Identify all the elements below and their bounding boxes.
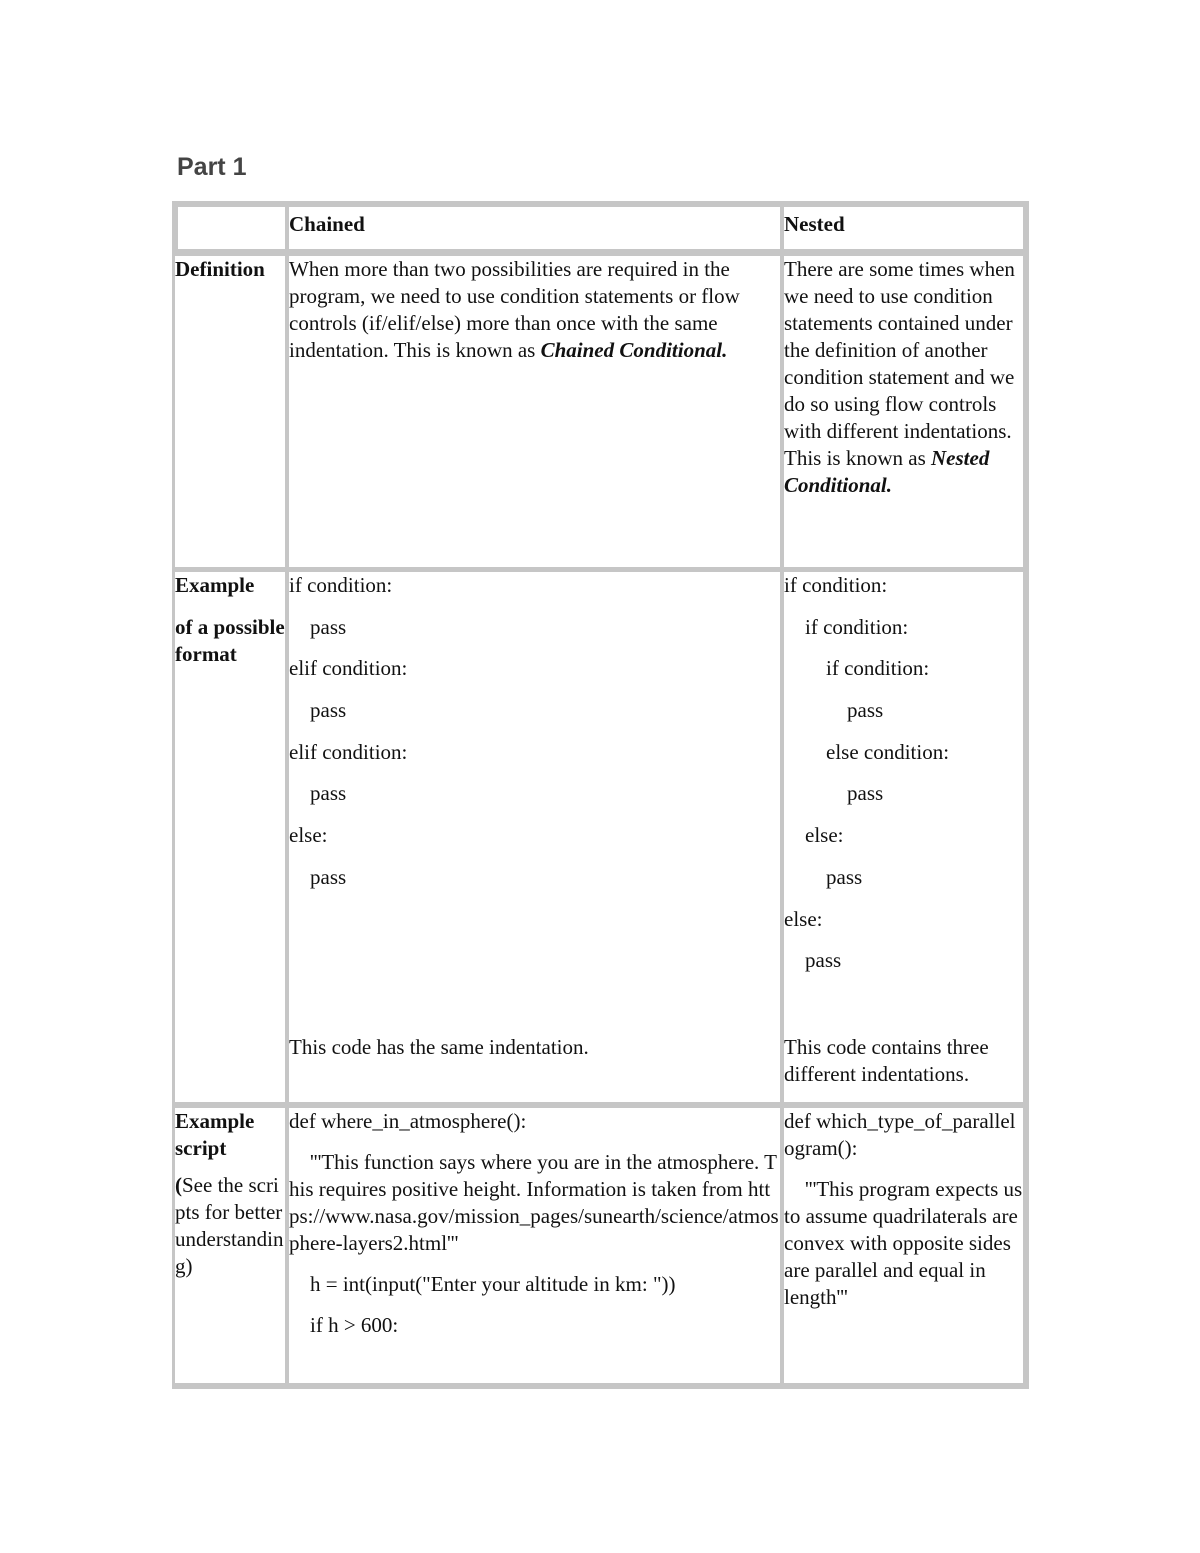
chained-format-line: elif condition: bbox=[289, 739, 408, 764]
example-script-nested bbox=[784, 1108, 1028, 1383]
example-script-label-title: Example script bbox=[175, 1109, 255, 1160]
chained-format-line: pass bbox=[289, 781, 347, 806]
example-format-label-line2: of a possible format bbox=[175, 615, 285, 666]
chained-script-line: if h > 600: bbox=[289, 1313, 399, 1337]
definition-label: Definition bbox=[175, 256, 285, 567]
chained-format-note: This code has the same indentation. bbox=[289, 1035, 589, 1059]
chained-script-line: h = int(input("Enter your altitude in km: ")) bbox=[289, 1272, 676, 1296]
example-script-chained bbox=[289, 1108, 780, 1383]
chained-script-def: def where_in_atmosphere(): bbox=[289, 1109, 527, 1133]
nested-format-line: if condition: bbox=[784, 656, 930, 681]
nested-script-docstring: '''This program expects us to assume quadrilaterals are convex with opposite sides are parallel and equal in length''' bbox=[784, 1177, 1028, 1309]
page-title: Part 1 bbox=[177, 153, 247, 181]
chained-format-line: if condition: bbox=[289, 573, 393, 597]
header-nested: Nested bbox=[784, 207, 1023, 249]
chained-format-line: elif condition: bbox=[289, 656, 408, 681]
header-chained: Chained bbox=[289, 207, 780, 249]
nested-format-line: if condition: bbox=[784, 573, 888, 597]
example-format-chained bbox=[289, 572, 780, 1102]
definition-nested-emphasis: Nested Conditional. bbox=[784, 446, 990, 497]
nested-format-line: else: bbox=[784, 906, 823, 931]
example-format-nested bbox=[784, 572, 1023, 1102]
nested-script-def: def which_type_of_parallelogram(): bbox=[784, 1109, 1016, 1160]
nested-format-line: else condition: bbox=[784, 739, 950, 764]
example-script-label-paren: ( bbox=[175, 1173, 182, 1197]
definition-chained-text: When more than two possibilities are required in the program, we need to use condition statements or flow controls (if/elif/else) more than once with the same indentation. This is known as bbox=[289, 257, 740, 362]
nested-format-note: This code contains three different indentations. bbox=[784, 1035, 989, 1086]
definition-nested bbox=[784, 256, 1023, 567]
nested-format-line: if condition: bbox=[784, 614, 909, 639]
definition-chained bbox=[289, 256, 780, 567]
example-format-label bbox=[175, 572, 285, 1102]
chained-format-line: else: bbox=[289, 823, 328, 848]
example-script-label-note: See the scripts for better understanding) bbox=[175, 1173, 284, 1278]
example-script-label bbox=[175, 1108, 285, 1383]
chained-format-line: pass bbox=[289, 614, 347, 639]
definition-nested-text: There are some times when we need to use condition statements contained under the definition of another condition statement and we do so using flow controls with different indentations. This is known as bbox=[784, 257, 1015, 470]
chained-format-line: pass bbox=[289, 864, 347, 889]
example-format-label-line1: Example bbox=[175, 573, 255, 597]
definition-chained-emphasis: Chained Conditional. bbox=[540, 338, 728, 362]
nested-format-line: pass bbox=[784, 864, 863, 889]
nested-format-line: pass bbox=[784, 781, 884, 806]
nested-format-line: pass bbox=[784, 698, 884, 723]
nested-format-line: pass bbox=[784, 948, 842, 973]
chained-format-line: pass bbox=[289, 698, 347, 723]
chained-script-docstring: '''This function says where you are in the atmosphere. This requires positive height. Information is taken from https://www.nasa.gov/mission_pages/sunearth/science/atmosphere-layers2.html''' bbox=[289, 1150, 779, 1255]
header-empty-cell bbox=[178, 207, 285, 249]
comparison-table bbox=[172, 201, 1029, 1389]
nested-format-line: else: bbox=[784, 823, 844, 848]
